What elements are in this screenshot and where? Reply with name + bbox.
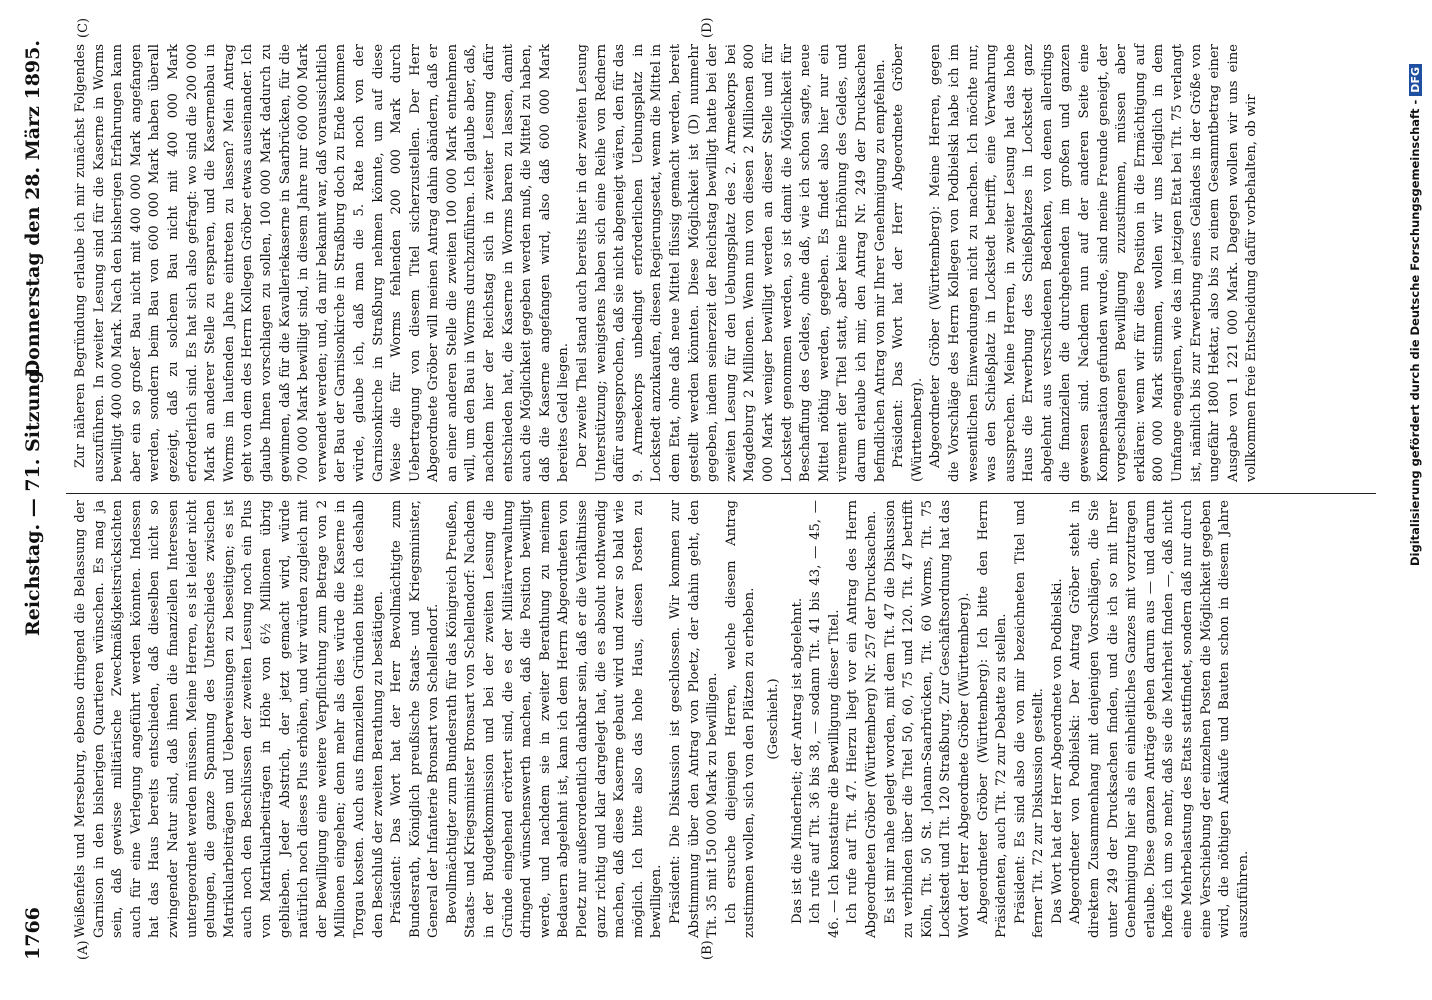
paragraph: Das Wort hat der Herr Abgeordnete von Podbielski. [1049, 578, 1065, 924]
paragraph: Abgeordneter von Podbielski: Der Antrag Gröber steht in direktem Zusammenhang mit denjenigen Vorschlägen, die Sie unter 249 der Drucksachen finden, und die ich so mit Ihrer Genehmigung hier als ein einheitliches Ganzes mit vorzutragen erlaube. Diese ganzen Anträge gehen darum aus — und darum hoffe ich um so mehr, daß sie die Mehrheit finden —, daß nicht eine Mehrbelastung des Etats stattfindet, sondern daß nur durch eine Verschiebung der einzelnen Posten die Möglichkeit gegeben wird, die nöthigen Ankäufe und Bauten schon in diesem Jahre auszuführen. [1068, 500, 1251, 938]
paragraph: Weißenfels und Merseburg, ebenso dringend die Belassung der Garnison in den bisherigen Quartieren wünschen. Es mag ja sein, daß gewisse militärische Zweckmäßigkeitsrücksichten auch für eine Verlegung angeführt werden könnten. Indessen hat das Haus bereits entschieden, daß dieselben nicht so zwingender Natur sind, daß ihnen die finanziellen Interessen untergeordnet werden müssen. Meine Herren, es ist leider nicht gelungen, die ganze Spannung des Unterschiedes zwischen Matrikularbeiträgen und Ueberweisungen zu beseitigen; es ist auch noch den Beschlüssen der zweiten Lesung noch ein Plus von Matrikularbeiträgen in Höhe von 6½ Millionen übrig geblieben. Jeder Abstrich, der jetzt gemacht wird, würde natürlich noch dieses Plus erhöhen, und wir würden zugleich mit der Bewilligung eine weitere Verpflichtung zum Betrage von 2 Millionen eingehen; denn mehr als dies würde die Kaserne in Torgau kosten. Auch aus finanziellen Gründen bitte ich deshalb den Beschluß der zweiten Berathung zu bestätigen. [73, 500, 386, 938]
margin-mark-b: (B) [700, 940, 715, 960]
session-title: Reichstag. — 71. Sitzung. [22, 363, 44, 637]
credit-text: Digitalisierung gefördert durch die Deutsche Forschungsgemeinschaft - [1408, 99, 1422, 567]
column-divider [66, 493, 1376, 494]
right-column [72, 44, 1262, 482]
digitization-credit [1408, 64, 1422, 904]
paragraph: Präsident: Das Wort hat der Herr Bevollmächtigte zum Bundesrath, Königlich preußische Staats- und Kriegsminister, General der Infanterie Bronsart von Schellendorf. [389, 500, 442, 938]
paragraph: Abgeordneter Gröber (Württemberg): Meine Herren, gegen die Vorschläge des Herrn Kollegen von Podbielski habe ich im wesentlichen Einwendungen nicht zu machen. Ich möchte nur, was den Schießplatz in Lockstedt betrifft, eine Verwahrung aussprechen. Meine Herren, in zweiter Lesung hat das hohe Haus die Erwerbung des Schießplatzes in Lockstedt ganz abgelehnt aus verschiedenen Bedenken, von denen allerdings die finanziellen die durchgehenden im großen und ganzen gewesen sind. Nachdem nun auf der anderen Seite eine Kompensation gefunden wurde, sind meine Freunde geneigt, der vorgeschlagenen Bewilligung zuzustimmen, müssen aber erklären: wenn wir für diese Position in die Ermächtigung auf 800 000 Mark stimmen, wollen wir uns lediglich in dem Umfange engagiren, wie das im jetzigen Etat bei Tit. 75 verlangt ist, nämlich bis zur Erwerbung eines Geländes in der Größe von ungefähr 1800 Hektar, also bis zu einem Gesammtbetrag einer Ausgabe von 1 221 000 Mark. Dagegen wollen wir uns eine vollkommen freie Entscheidung dafür vorbehalten, ob wir [928, 44, 1260, 482]
paragraph: Präsident: Die Diskussion ist geschlossen. Wir kommen zur Abstimmung über den Antrag von Ploetz, der dahin geht, den Tit. 35 mit 150 000 Mark zu bewilligen. [668, 500, 721, 938]
paragraph: Bevollmächtigter zum Bundesrath für das Königreich Preußen, Staats- und Kriegsminister Bronsart von Schellendorf: Nachdem in der Budgetkommission und bei der zweiten Lesung die Gründe eingehend erörtert sind, die es der Militärverwaltung dringend wünschenswerth machen, daß die Position bewilligt werde, und nachdem sie in zweiter Berathung zu meinem Bedauern abgelehnt ist, kann ich dem Herrn Abgeordneten von Ploetz nur außerordentlich dankbar sein, daß er die Verhältnisse ganz richtig und klar dargelegt hat, die es absolut nothwendig machen, daß diese Kaserne gebaut wird und zwar so bald wie möglich. Ich bitte also das hohe Haus, diesen Posten zu bewilligen. [444, 500, 665, 938]
paragraph: Der zweite Theil stand auch bereits hier in der zweiten Lesung Unterstützung; wenigstens haben sich eine Reihe von Rednern dafür ausgesprochen, daß sie nicht abgeneigt wären, den für das 9. Armeekorps unbedingt erforderlichen Uebungsplatz in Lockstedt anzukaufen, diesen Regierungsetat, wenn die Mittel in dem Etat, ohne daß neue Mittel flüssig gemacht werden, bereit gestellt werden könnten. Diese Möglichkeit ist (D) nunmehr gegeben, indem seinerzeit der Reichstag bewilligt hatte bei der zweiten Lesung für den Uebungsplatz des 2. Armeekorps bei Magdeburg 2 Millionen. Wenn nun von diesen 2 Millionen 800 000 Mark weniger bewilligt werden an dieser Stelle und für Lockstedt genommen werden, so ist damit die Möglichkeit für Beschaffung des Geldes, ohne daß, wie ich schon sagte, neue Mittel nöthig werden, gegeben. Es findet also hier nur ein virement der Titel statt, aber keine Erhöhung des Geldes, und darum erlaube ich mir, den Antrag Nr. 249 der Drucksachen befindlichen Antrag von mir Ihrer Genehmigung zu empfehlen. [575, 44, 888, 482]
left-column [72, 500, 1253, 938]
page-header [22, 40, 50, 960]
margin-mark-c: (C) [76, 17, 91, 38]
paragraph: Ich ersuche diejenigen Herren, welche diesem Antrag zustimmen wollen, sich von den Plätzen zu erheben. [723, 500, 758, 938]
paragraph: Ich rufe auf Tit. 36 bis 38, — sodann Tit. 41 bis 43, — 45, — 46. — Ich konstatire die Bewilligung dieser Titel. [808, 500, 842, 938]
paragraph: Das ist die Minderheit; der Antrag ist abgelehnt. [789, 597, 805, 924]
paragraph: Zur näheren Begründung erlaube ich mir zunächst Folgendes auszuführen. In zweiter Lesung sind für die Kaserne in Worms bewilligt 400 000 Mark. Nach den bisherigen Erfahrungen kann aber ein so großer Bau nicht mit 400 000 Mark angefangen werden, sondern beim Bau von 600 000 Mark haben überall gezeigt, daß zu solchem Bau nicht mit 400 000 Mark erforderlich sind. Es hat sich also gefragt: wo sind die 200 000 Mark an anderer Stelle zu ersparen, und die Kasernenbau in Worms im laufenden Jahre eintreten zu lassen? Mein Antrag geht von dem des Herrn Kollegen Gröber etwas auseinander. Ich glaube Ihnen vorschlagen zu sollen, 100 000 Mark dadurch zu gewinnen, daß für die Kavalleriekaserne in Saarbrücken, für die 700 000 Mark bewilligt sind, in diesem Jahre nur 600 000 Mark verwendet werden; und, da mir bekannt war, daß voraussichtlich der Bau der Garnisonkirche in Straßburg doch zu Ende kommen würde, glaube ich, daß man die 5. Rate noch von der Garnisonkirche in Straßburg nehmen könnte, um auf diese Weise die für Worms fehlenden 200 000 Mark durch Uebertragung von diesem Titel sicherzustellen. Der Herr Abgeordnete Gröber will meinen Antrag dahin abändern, daß er an einer anderen Stelle die zweiten 100 000 Mark entnehmen will, um den Bau in Worms durchzuführen. Ich glaube aber, daß, nachdem hier der Reichstag sich in zweiter Lesung dafür entschieden hat, die Kaserne in Worms baren zu lassen, damit auch die Möglichkeit gegeben werden muß, die Mittel zu haben, daß die Kaserne angefangen wird, also daß 600 000 Mark bereites Geld liegen. [73, 44, 572, 482]
paragraph: Abgeordneter Gröber (Württemberg): Ich bitte den Herrn Präsidenten, auch Tit. 72 zur Debatte zu stellen. [975, 500, 1010, 938]
dfg-logo: DFG [1409, 64, 1422, 96]
page-number: 1766 [22, 907, 44, 960]
paragraph: Ich rufe auf Tit. 47. Hierzu liegt vor ein Antrag des Herrn Abgeordneten Gröber (Württemberg) Nr. 257 der Drucksachen. [845, 500, 879, 938]
session-date: Donnerstag den 28. März 1895. [22, 40, 44, 377]
paragraph: Präsident: Das Wort hat der Herr Abgeordnete Gröber (Württemberg). [891, 44, 925, 482]
paragraph: Es ist mir nahe gelegt worden, mit dem Tit. 47 die Diskussion zu verbinden über die Titel 50, 60, 75 und 120. Tit. 47 betrifft Köln, Tit. 50 St. Johann-Saarbrücken, Tit. 60 Worms, Tit. 75 Lockstedt und Tit. 120 Straßburg. Zur Geschäftsordnung hat das Wort der Herr Abgeordnete Gröber (Württemberg). [882, 500, 972, 938]
stage-direction: (Geschieht.) [765, 678, 781, 760]
margin-mark-a: (A) [76, 940, 91, 960]
paragraph: Präsident: Es sind also die von mir bezeichneten Titel und ferner Tit. 72 zur Diskussion gestellt. [1012, 500, 1047, 938]
margin-mark-d: (D) [700, 17, 715, 38]
